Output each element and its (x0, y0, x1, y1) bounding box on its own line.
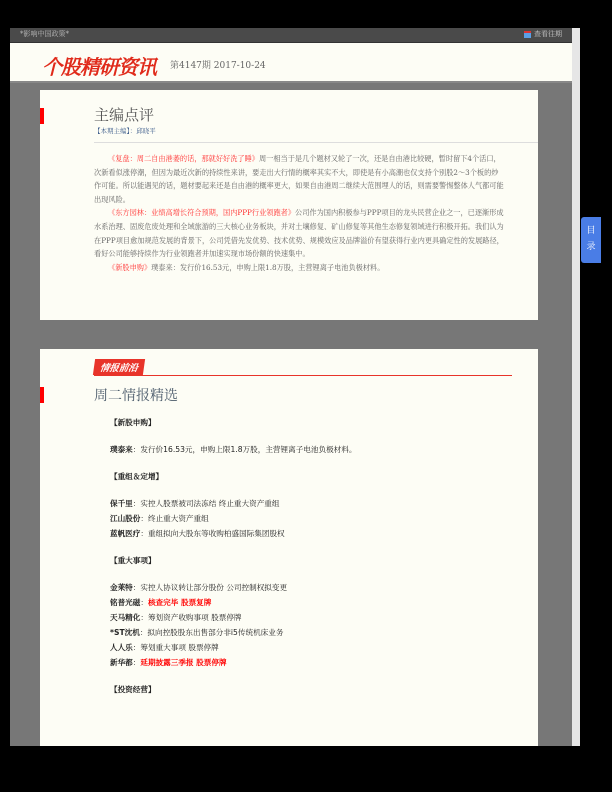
toc-button[interactable] (581, 217, 601, 263)
item-text: ： (140, 598, 148, 607)
list-item (110, 655, 356, 670)
item-text: ：终止重大资产重组 (140, 514, 209, 523)
category-major-events: 【重大事项】 (110, 556, 156, 565)
list-item (110, 580, 356, 595)
editor-credit: 【本期主编】：邱晓平 (94, 127, 156, 135)
item-text: ：筹划资产收购事项 股票停牌 (140, 613, 242, 622)
issue-info: 第4147期 2017-10-24 (170, 61, 266, 71)
editorial-body (94, 152, 504, 274)
intel-list (110, 415, 356, 697)
stock-name: 金莱特 (110, 583, 133, 592)
editorial-card (40, 90, 538, 320)
paragraph-stock (94, 206, 504, 260)
item-highlight: 延期披露三季报 股票停牌 (140, 658, 227, 667)
past-issues-label: 查看往期 (534, 30, 562, 38)
list-item (110, 640, 356, 655)
item-text: ：实控人股票被司法冻结 终止重大资产重组 (132, 499, 280, 508)
stock-name: 天马精化 (110, 613, 141, 622)
section-tag: 情报前沿 (93, 359, 145, 375)
stock-name: 江山股份 (110, 514, 141, 523)
item-text: ： (132, 658, 141, 667)
section-marker (40, 387, 44, 403)
top-bar (10, 28, 572, 43)
list-item (110, 610, 356, 625)
scrollbar[interactable] (572, 28, 580, 746)
category-ipo: 【新股申购】 (110, 418, 156, 427)
stock-name: 蓝帆医疗 (110, 529, 141, 538)
stock-name: 铭普光磁 (110, 598, 141, 607)
list-item (110, 496, 356, 511)
stock-name: *ST沈机 (110, 628, 140, 637)
paragraph-replay (94, 152, 504, 206)
paragraph-lead[interactable]: 《复盘：周二自由港萎的话，那就好好洗了睡》 (108, 154, 259, 163)
paragraph-text: 周一相当于是几个题材又轮了一次，还是自由港比较硬，暂时留下4个活口，次新看似涨停潮，但因为最近次新的持续性来讲，要走出大行情的概率其实不大，即使是有小高潮也仅支持个别股2～3个板的炒作可能。所以能遇见的话，题材要起来还是自由港的概率更大，如果自由港周二继续大范围埋人的话，则需要警惕整体人气都可能出现风险。 (94, 154, 504, 204)
past-issues-link[interactable] (524, 29, 562, 39)
divider (94, 142, 538, 143)
tag-underline (94, 375, 512, 376)
item-text: ：筹划重大事项 股票停牌 (132, 643, 219, 652)
category-investment: 【投资经营】 (110, 685, 156, 694)
stock-name: 保千里 (110, 499, 133, 508)
toc-label-1: 目 (586, 226, 596, 236)
tagline: *影响中国政策* (20, 30, 69, 38)
bottom-bar (0, 746, 612, 792)
stock-name: 新华都 (110, 658, 133, 667)
item-text: ：拟向控股股东出售部分非i5传统机床业务 (139, 628, 284, 637)
paragraph-ipo (94, 261, 504, 275)
item-text: ：发行价16.53元，申购上限1.8万股，主营锂离子电池负极材料。 (132, 445, 357, 454)
list-item (110, 595, 356, 610)
item-highlight: 核查完毕 股票复牌 (147, 598, 212, 607)
calendar-icon (524, 31, 531, 38)
section-marker (40, 108, 44, 124)
intel-title: 周二情报精选 (94, 388, 178, 404)
masthead (10, 43, 572, 83)
paragraph-text: 璞泰来：发行价16.53元，申购上限1.8万股，主营锂离子电池负极材料。 (151, 262, 385, 272)
item-text: ：实控人协议转让部分股份 公司控制权拟变更 (132, 583, 288, 592)
stock-name: 人人乐 (110, 643, 133, 652)
intel-card (40, 349, 538, 746)
stock-name: 璞泰来 (110, 445, 133, 454)
paragraph-lead[interactable]: 《新股申购》 (108, 262, 152, 272)
paragraph-text: 公司作为国内积极参与PPP项目的龙头民营企业之一，已逐渐形成水系治理、固废危废处理和全域旅游的三大核心业务板块，并对土壤修复、矿山修复等其他生态修复领域进行积极开拓。我们认为在PPP项目愈加规范发展的背景下，公司凭借先发优势、技术优势、规模效应及品牌溢价有望获得行业内更具确定性的发展路径，看好公司能够持续作为行业领跑者并加速实现市场份额的快速集中。 (94, 208, 504, 259)
paragraph-lead[interactable]: 《东方园林：业绩高增长符合预期，国内PPP行业领跑者》 (108, 208, 296, 218)
logo: 个股精研资讯 (42, 55, 156, 79)
category-restructure: 【重组＆定增】 (110, 472, 164, 481)
toc-label-2: 录 (586, 242, 596, 252)
list-item (110, 526, 356, 541)
editorial-title: 主编点评 (94, 106, 155, 124)
list-item (110, 625, 356, 640)
list-item (110, 442, 356, 457)
item-text: ：重组拟向大股东等收购柏盛国际集团股权 (140, 529, 285, 538)
list-item (110, 511, 356, 526)
